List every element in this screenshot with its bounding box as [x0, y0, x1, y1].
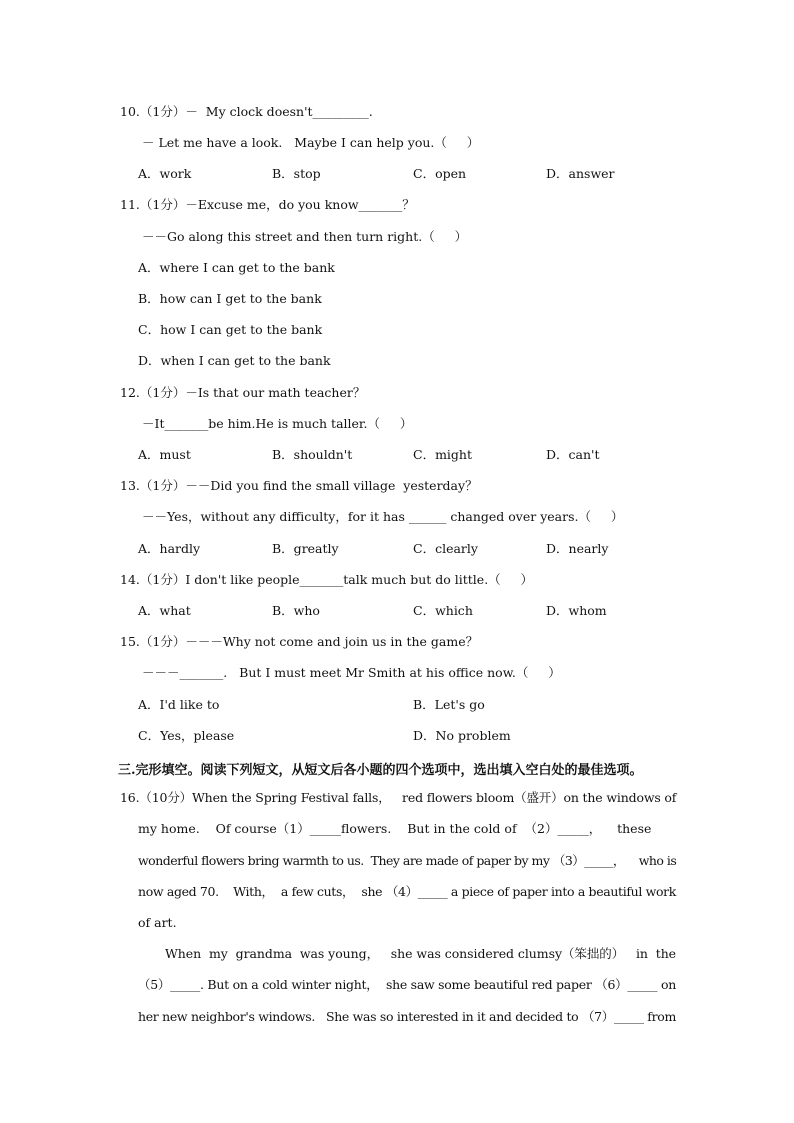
question-13-dialog: －－Yes，without any difficulty，for it has ______ changed over years.（ ） [142, 509, 624, 524]
q10-option-b: B．stop [272, 166, 321, 181]
question-13-stem: 13.（1分）－－Did you find the small village yesterday？ [120, 478, 478, 493]
q11-option-c: C．how I can get to the bank [138, 322, 323, 337]
question-11-dialog: －－Go along this street and then turn right.（ ） [142, 229, 468, 244]
q11-option-a: A．where I can get to the bank [138, 260, 335, 275]
passage-line-7: （5）_____. But on a cold winter night， she saw some beautiful red paper （6）_____ on [138, 977, 676, 992]
passage-line-6: When my grandma was young， she was considered clumsy（笨拙的） in the [165, 946, 677, 961]
q14-option-c: C．which [413, 603, 473, 618]
question-10-dialog: － Let me have a look. Maybe I can help you.（ ） [142, 135, 480, 150]
q15-option-b: B．Let's go [413, 697, 485, 712]
q12-option-b: B．shouldn't [272, 447, 353, 462]
q10-option-c: C．open [413, 166, 467, 181]
passage-line-1: 16.（10分）When the Spring Festival falls， red flowers bloom（盛开）on the windows of [120, 790, 677, 805]
q14-option-b: B．who [272, 603, 320, 618]
passage-line-4: now aged 70. With， a few cuts， she （4）_____ a piece of paper into a beautiful work [138, 884, 676, 899]
q12-option-a: A．must [138, 447, 191, 462]
passage-line-3: wonderful flowers bring warmth to us. They are made of paper by my （3）_____， who is [138, 853, 677, 868]
q13-option-a: A．hardly [138, 541, 201, 556]
q12-option-c: C．might [413, 447, 472, 462]
passage-line-2: my home. Of course（1）_____flowers. But in the cold of （2）_____， these [138, 821, 652, 836]
q13-option-b: B．greatly [272, 541, 339, 556]
passage-line-8: her new neighbor's windows. She was so interested in it and decided to （7）_____ from [138, 1009, 676, 1024]
q15-option-c: C．Yes，please [138, 728, 235, 743]
question-12-stem: 12.（1分）－Is that our math teacher？ [120, 385, 366, 400]
question-15-dialog: －－－_______. But I must meet Mr Smith at his office now.（ ） [142, 665, 561, 680]
question-10-stem: 10.（1分）－ My clock doesn't_________. [120, 104, 373, 119]
q13-option-c: C．clearly [413, 541, 478, 556]
q11-option-b: B．how can I get to the bank [138, 291, 322, 306]
q14-option-a: A．what [138, 603, 191, 618]
q12-option-d: D．can't [546, 447, 600, 462]
question-14-stem: 14.（1分）I don't like people_______talk much but do little.（ ） [120, 572, 534, 587]
q14-option-d: D．whom [546, 603, 607, 618]
q15-option-a: A．I'd like to [138, 697, 220, 712]
q10-option-d: D．answer [546, 166, 615, 181]
question-15-stem: 15.（1分）－－－Why not come and join us in the game？ [120, 634, 479, 649]
section-title: 三.完形填空。阅读下列短文，从短文后各小题的四个选项中，选出填入空白处的最佳选项。 [118, 763, 643, 778]
passage-line-5: of art. [138, 915, 177, 930]
q13-option-d: D．nearly [546, 541, 609, 556]
q10-option-a: A．work [138, 166, 192, 181]
q15-option-d: D．No problem [413, 728, 511, 743]
question-12-dialog: －It_______be him.He is much taller.（ ） [142, 416, 413, 431]
question-11-stem: 11.（1分）－Excuse me，do you know_______？ [120, 197, 415, 212]
q11-option-d: D．when I can get to the bank [138, 353, 331, 368]
